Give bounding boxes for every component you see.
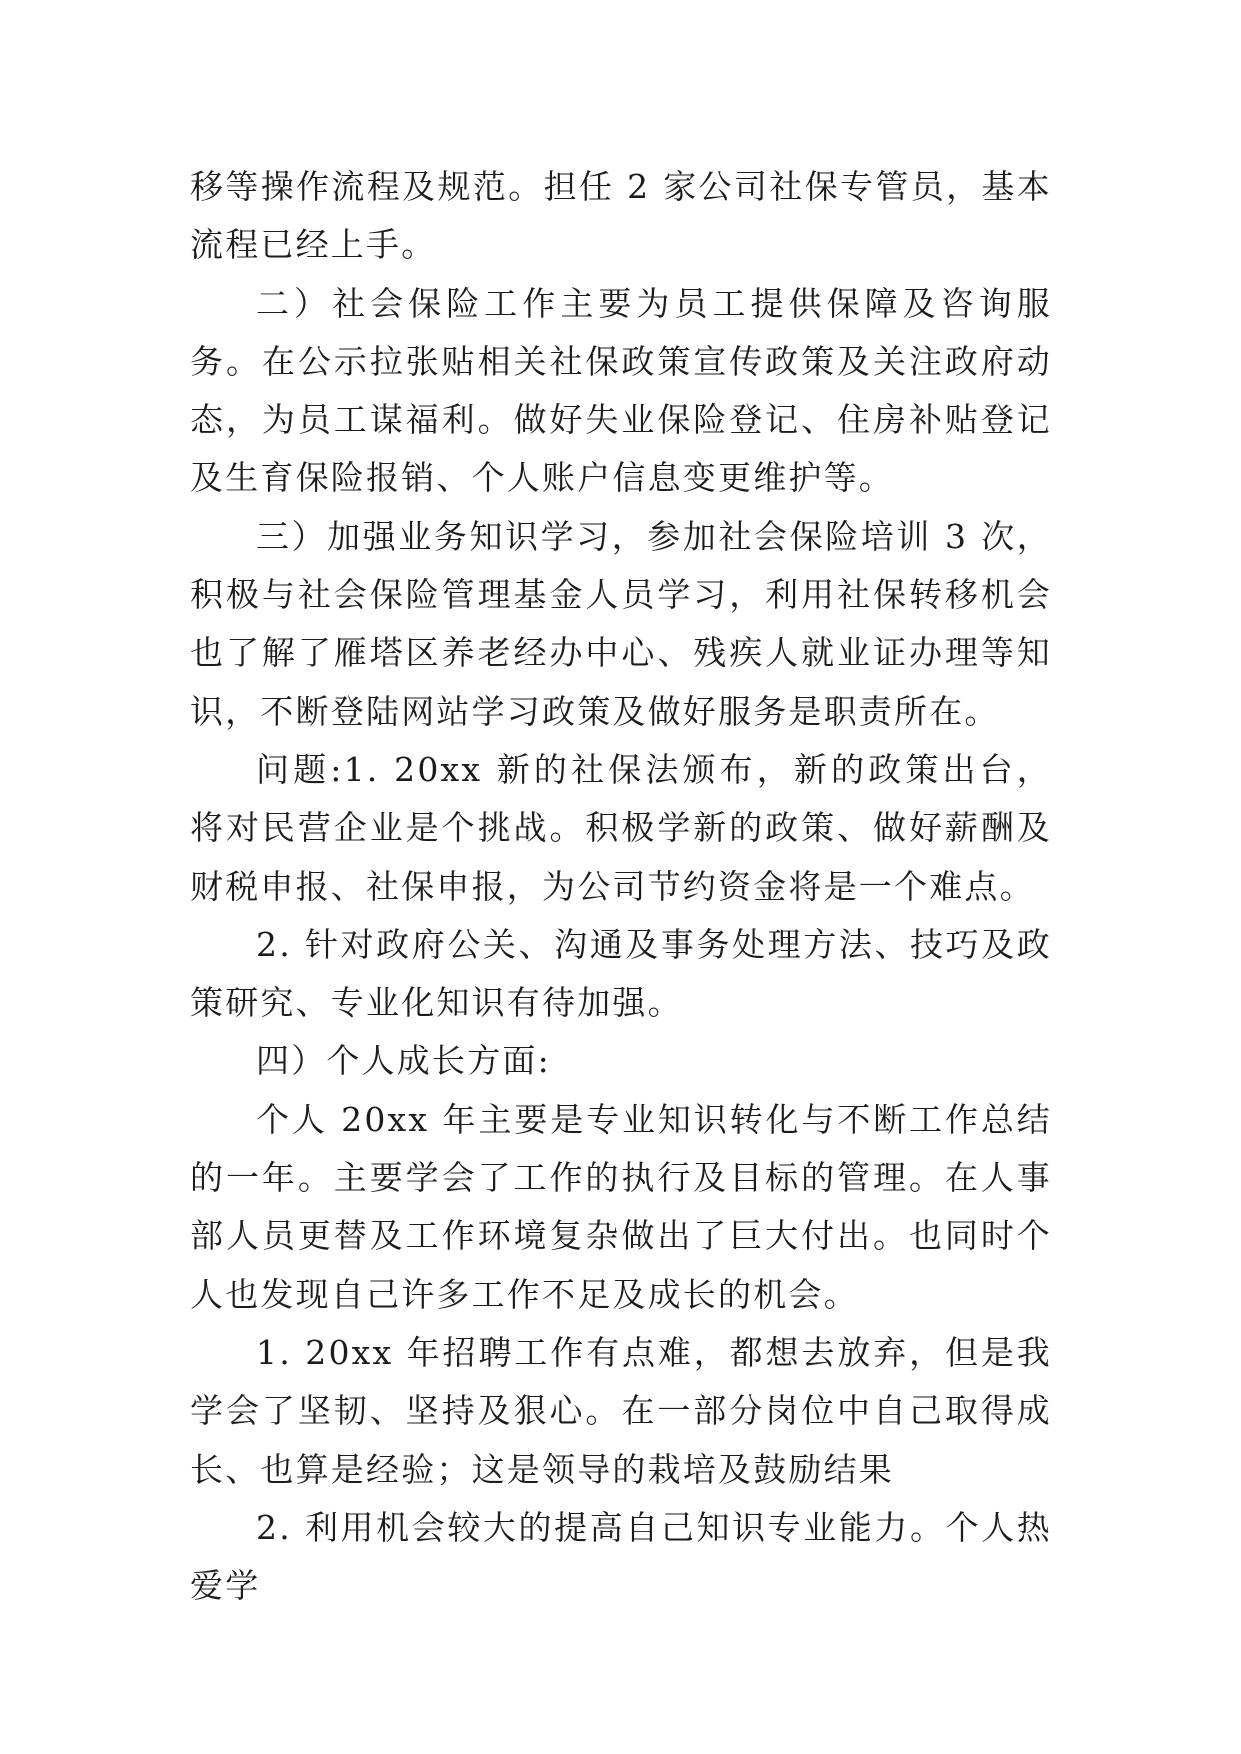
paragraph-2: 二）社会保险工作主要为员工提供保障及咨询服务。在公示拉张贴相关社保政策宣传政策及关注政府动态，为员工谋福利。做好失业保险登记、住房补贴登记及生育保险报销、个人账户信息变更维护等。 — [190, 283, 1052, 498]
paragraph-5: 2. 针对政府公关、沟通及事务处理方法、技巧及政策研究、专业化知识有待加强。 — [190, 924, 1052, 1023]
document-body — [190, 158, 1052, 1615]
paragraph-8: 1. 20xx 年招聘工作有点难，都想去放弃，但是我学会了坚韧、坚持及狠心。在一部分岗位中自己取得成长、也算是经验；这是领导的栽培及鼓励结果 — [190, 1332, 1052, 1489]
paragraph-6: 四）个人成长方面: — [256, 1041, 551, 1081]
paragraph-4: 问题:1. 20xx 新的社保法颁布，新的政策出台，将对民营企业是个挑战。积极学新的政策、做好薪酬及财税申报、社保申报，为公司节约资金将是一个难点。 — [190, 749, 1052, 906]
paragraph-7: 个人 20xx 年主要是专业知识转化与不断工作总结的一年。主要学会了工作的执行及目标的管理。在人事部人员更替及工作环境复杂做出了巨大付出。也同时个人也发现自己许多工作不足及成长的机会。 — [190, 1099, 1052, 1314]
paragraph-1: 移等操作流程及规范。担任 2 家公司社保专管员，基本流程已经上手。 — [190, 167, 1052, 265]
paragraph-9: 2. 利用机会较大的提高自己知识专业能力。个人热爱学 — [190, 1507, 1052, 1606]
paragraph-3: 三）加强业务知识学习，参加社会保险培训 3 次，积极与社会保险管理基金人员学习，利用社保转移机会也了解了雁塔区养老经办中心、残疾人就业证办理等知识，不断登陆网站学习政策及做好服务是职责所在。 — [190, 516, 1052, 731]
